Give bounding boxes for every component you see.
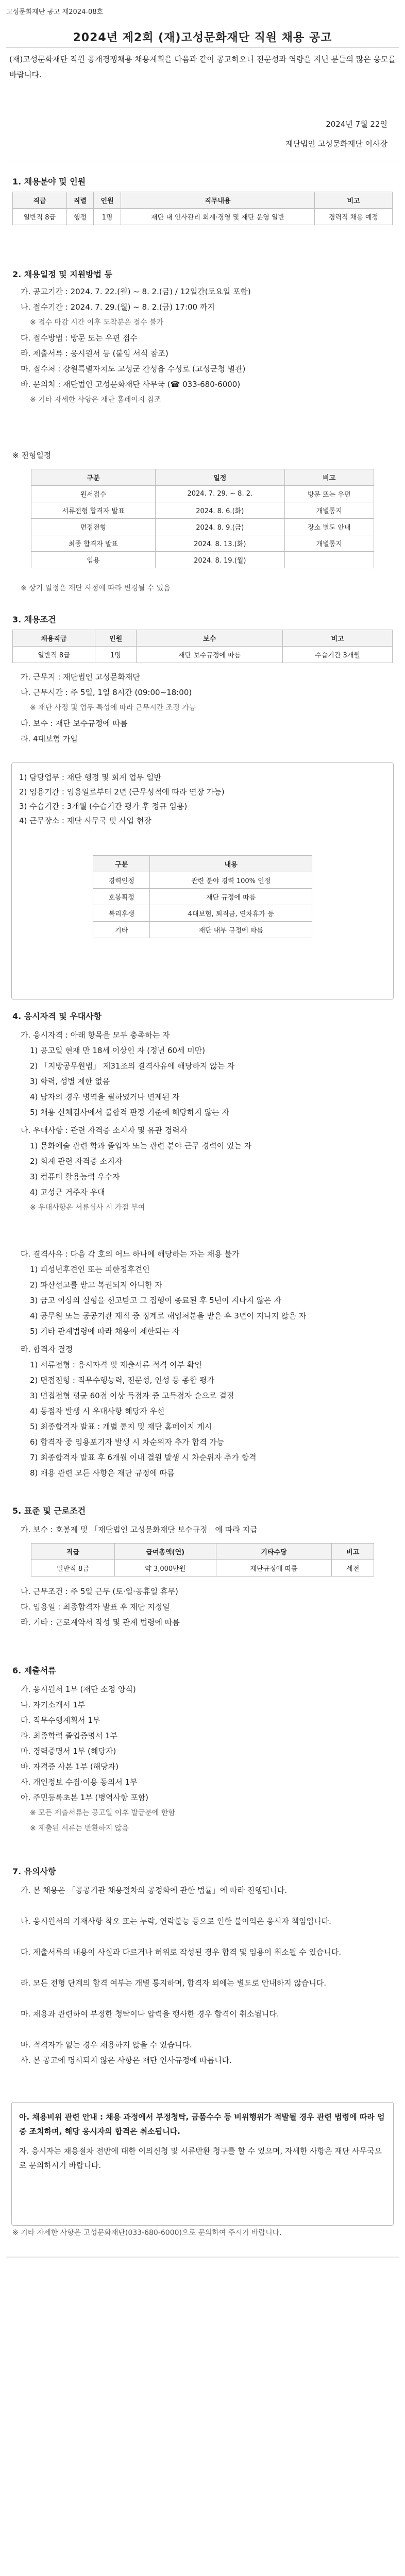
list-item: 1) 서류전형 : 응시자격 및 제출서류 적격 여부 확인 xyxy=(30,1360,202,1369)
list-item: 라. 제출서류 : 응시원서 등 (붙임 서식 참조) xyxy=(21,349,168,358)
table-header: 내용 xyxy=(150,856,312,872)
ethics-notice-box xyxy=(11,2102,394,2226)
section-heading: 1. 채용분야 및 인원 xyxy=(12,177,86,187)
list-item: 나. 접수기간 : 2024. 7. 29.(월) ~ 8. 2.(금) 17:00 까지 xyxy=(21,302,215,312)
list-item: 다. 임용일 : 최종합격자 발표 후 재단 지정일 xyxy=(21,1602,170,1612)
list-item: 1) 문화예술 관련 학과 졸업자 또는 관련 분야 근무 경력이 있는 자 xyxy=(30,1141,252,1150)
section-heading: 4. 응시자격 및 우대사항 xyxy=(12,1011,102,1021)
list-item: 2) 회계 관련 자격증 소지자 xyxy=(30,1157,123,1166)
divider xyxy=(6,47,399,48)
posting-date: 2024년 7월 22일 xyxy=(326,120,387,129)
list-item: 나. 근무조건 : 주 5일 근무 (토·일·공휴일 휴무) xyxy=(21,1587,178,1596)
list-item: 2) 파산선고를 받고 복권되지 아니한 자 xyxy=(30,1280,162,1290)
box-line: 3) 수습기간 : 3개월 (수습기간 평가 후 정규 임용) xyxy=(19,802,188,811)
table-header: 비고 xyxy=(284,469,374,486)
section-heading: 2. 채용일정 및 지원방법 등 xyxy=(12,269,113,279)
table-header: 직렬 xyxy=(66,192,94,209)
box-line: 2) 임용기간 : 임용일로부터 2년 (근무성적에 따라 연장 가능) xyxy=(19,787,225,796)
list-item: 6) 합격자 중 임용포기자 발생 시 차순위자 추가 합격 가능 xyxy=(30,1437,225,1447)
table-header: 보수 xyxy=(137,630,283,647)
list-item: 라. 4대보험 가입 xyxy=(21,734,78,743)
list-item: 마. 접수처 : 강원특별자치도 고성군 간성읍 수성로 (고성군청 별관) xyxy=(21,364,246,374)
note: ※ 접수 마감 시간 이후 도착분은 접수 불가 xyxy=(30,318,164,327)
list-item: 가. 근무지 : 재단법인 고성문화재단 xyxy=(21,672,140,682)
list-item: 다. 직무수행계획서 1부 xyxy=(21,1716,100,1725)
list-item: 3) 컴퓨터 활용능력 우수자 xyxy=(30,1172,120,1181)
list-item: 3) 면접전형 평균 60점 이상 득점자 중 고득점자 순으로 결정 xyxy=(30,1391,234,1400)
divider xyxy=(6,2257,399,2258)
list-item: 8) 채용 관련 모든 사항은 재단 규정에 따름 xyxy=(30,1468,175,1478)
list-item: 사. 본 공고에 명시되지 않은 사항은 재단 인사규정에 따릅니다. xyxy=(21,2056,232,2065)
organization-name: 재단법인 고성문화재단 이사장 xyxy=(285,139,387,148)
list-item: 2) 면접전형 : 직무수행능력, 전문성, 인성 등 종합 평가 xyxy=(30,1376,214,1385)
benefits-table xyxy=(93,855,312,938)
table-header: 구분 xyxy=(31,469,156,486)
list-item: 다. 결격사유 : 다음 각 호의 어느 하나에 해당하는 자는 채용 불가 xyxy=(21,1249,240,1259)
list-item: 사. 개인정보 수집·이용 동의서 1부 xyxy=(21,1777,138,1787)
list-item: 3) 금고 이상의 실형을 선고받고 그 집행이 종료된 후 5년이 지나지 않은 자 xyxy=(30,1296,281,1305)
list-item: 4) 남자의 경우 병역을 필하였거나 면제된 자 xyxy=(30,1092,180,1101)
list-item: 나. 응시원서의 기재사항 착오 또는 누락, 연락불능 등으로 인한 불이익은 응시자 책임입니다. xyxy=(21,1917,331,1926)
table-header: 직급 xyxy=(13,192,67,209)
table-header: 직급 xyxy=(31,1544,115,1560)
table-row: 일반직 8급 행정 1명 재단 내 인사관리 회계·경영 및 재단 운영 일반 경력직 채용 예정 xyxy=(13,209,393,225)
box-line: 아. 채용비위 관련 안내 : 채용 과정에서 부정청탁, 금품수수 등 비위행위가 적발될 경우 관련 법령에 따라 엄중 조치하며, 해당 응시자의 합격은 취소됩니다. xyxy=(19,2112,385,2136)
list-item: 마. 경력증명서 1부 (해당자) xyxy=(21,1747,116,1756)
list-item: 4) 고성군 거주자 우대 xyxy=(30,1188,105,1197)
list-item: 마. 채용과 관련하여 부정한 청탁이나 압력을 행사한 경우 합격이 취소됩니다. xyxy=(21,2009,279,2019)
note: ※ 상기 일정은 재단 사정에 따라 변경될 수 있음 xyxy=(21,584,171,592)
note: ※ 재단 사정 및 업무 특성에 따라 근무시간 조정 가능 xyxy=(30,704,196,712)
list-item: 가. 본 채용은 「공공기관 채용절차의 공정화에 관한 법률」에 따라 진행됩니다. xyxy=(21,1886,288,1895)
list-item: 나. 자기소개서 1부 xyxy=(21,1700,86,1709)
section-heading: 6. 제출서류 xyxy=(12,1666,56,1675)
note: ※ 모든 제출서류는 공고일 이후 발급분에 한함 xyxy=(30,1809,175,1817)
section-heading: 3. 채용조건 xyxy=(12,615,56,624)
schedule-label: ※ 전형일정 xyxy=(12,451,52,460)
positions-table xyxy=(12,192,393,225)
table-row: 복리후생 4대보험, 퇴직금, 연차휴가 등 xyxy=(93,905,312,922)
list-item: 다. 제출서류의 내용이 사실과 다르거나 허위로 작성된 경우 합격 및 임용이 취소될 수 있습니다. xyxy=(21,1947,342,1957)
table-row: 일반직 8급 약 3,000만원 재단규정에 따름 세전 xyxy=(31,1560,374,1577)
list-item: 7) 최종합격자 발표 후 6개월 이내 결원 발생 시 차순위자 추가 합격 xyxy=(30,1453,257,1462)
table-row: 서류전형 합격자 발표 2024. 8. 6.(화) 개별통지 xyxy=(31,502,374,519)
list-item: 아. 주민등록초본 1부 (병역사항 포함) xyxy=(21,1793,148,1802)
table-header: 비고 xyxy=(315,192,393,209)
list-item: 나. 근무시간 : 주 5일, 1일 8시간 (09:00~18:00) xyxy=(21,688,192,697)
table-header: 비고 xyxy=(283,630,393,647)
table-row: 원서접수 2024. 7. 29. ~ 8. 2. 방문 또는 우편 xyxy=(31,486,374,502)
list-item: 4) 공무원 또는 공공기관 재직 중 징계로 해임처분을 받은 후 3년이 지나지 않은 자 xyxy=(30,1311,307,1320)
table-header: 직무내용 xyxy=(121,192,314,209)
list-item: 바. 자격증 사본 1부 (해당자) xyxy=(21,1762,119,1771)
intro-text: (재)고성문화재단 직원 공개경쟁채용 채용계획을 다음과 같이 공고하오니 전문성과 역량을 지닌 분들의 많은 응모를 바랍니다. xyxy=(9,55,396,79)
box-line: 자. 응시자는 채용절차 전반에 대한 이의신청 및 서류반환 청구를 할 수 있으며, 자세한 사항은 재단 사무국으로 문의하시기 바랍니다. xyxy=(19,2146,382,2170)
list-item: 3) 학력, 성별 제한 없음 xyxy=(30,1077,110,1086)
list-item: 가. 공고기간 : 2024. 7. 22.(월) ~ 8. 2.(금) / 12일간(토요일 포함) xyxy=(21,287,251,296)
table-header: 급여총액(연) xyxy=(114,1544,216,1560)
table-header: 인원 xyxy=(94,192,121,209)
list-item: 가. 보수 : 호봉제 및 「재단법인 고성문화재단 보수규정」에 따라 지급 xyxy=(21,1525,258,1534)
table-header: 일정 xyxy=(155,469,284,486)
list-item: 라. 모든 전형 단계의 합격 여부는 개별 통지하며, 합격자 외에는 별도로 안내하지 않습니다. xyxy=(21,1978,327,1988)
list-item: 라. 합격자 결정 xyxy=(21,1345,73,1354)
list-item: 5) 채용 신체검사에서 불합격 판정 기준에 해당하지 않는 자 xyxy=(30,1108,229,1117)
table-row: 임용 2024. 8. 19.(월) xyxy=(31,552,374,568)
table-header: 채용직급 xyxy=(13,630,95,647)
list-item: 바. 문의처 : 재단법인 고성문화재단 사무국 (☎ 033-680-6000) xyxy=(21,380,241,389)
table-header: 비고 xyxy=(332,1544,374,1560)
section-heading: 7. 유의사항 xyxy=(12,1867,56,1876)
table-row: 호봉획정 재단 규정에 따름 xyxy=(93,889,312,905)
list-item: 1) 피성년후견인 또는 피한정후견인 xyxy=(30,1265,150,1274)
note: ※ 우대사항은 서류심사 시 가점 부여 xyxy=(30,1204,145,1212)
conditions-table xyxy=(12,630,393,663)
list-item: 가. 응시원서 1부 (재단 소정 양식) xyxy=(21,1685,136,1694)
list-item: 5) 기타 관계법령에 따라 채용이 제한되는 자 xyxy=(30,1327,180,1336)
list-item: 나. 우대사항 : 관련 자격증 소지자 및 유관 경력자 xyxy=(21,1126,188,1135)
table-row: 일반직 8급 1명 재단 보수규정에 따름 수습기간 3개월 xyxy=(13,647,393,663)
table-header: 기타수당 xyxy=(216,1544,332,1560)
list-item: 4) 동점자 발생 시 우대사항 해당자 우선 xyxy=(30,1406,165,1416)
list-item: 2) 「지방공무원법」 제31조의 결격사유에 해당하지 않는 자 xyxy=(30,1061,235,1071)
table-header: 구분 xyxy=(93,856,150,872)
box-line: 1) 담당업무 : 재단 행정 및 회계 업무 일반 xyxy=(19,773,161,782)
list-item: 가. 응시자격 : 아래 항목을 모두 충족하는 자 xyxy=(21,1030,170,1040)
list-item: 바. 적격자가 없는 경우 채용하지 않을 수 있습니다. xyxy=(21,2040,192,2049)
list-item: 1) 공고일 현재 만 18세 이상인 자 (정년 60세 미만) xyxy=(30,1046,206,1055)
doc-number: 고성문화재단 공고 제2024-08호 xyxy=(6,8,104,16)
list-item: 다. 접수방법 : 방문 또는 우편 접수 xyxy=(21,333,138,343)
list-item: 라. 기타 : 근로계약서 작성 및 관계 법령에 따름 xyxy=(21,1618,180,1627)
section-heading: 5. 표준 및 근로조건 xyxy=(12,1506,86,1516)
list-item: 5) 최종합격자 발표 : 개별 통지 및 재단 홈페이지 게시 xyxy=(30,1422,212,1431)
schedule-table xyxy=(31,469,374,568)
note: ※ 제출된 서류는 반환하지 않음 xyxy=(30,1824,129,1833)
table-header: 인원 xyxy=(95,630,137,647)
table-row: 기타 재단 내부 규정에 따름 xyxy=(93,922,312,938)
footer-note: ※ 기타 자세한 사항은 고성문화재단(033-680-6000)으로 문의하여 주시기 바랍니다. xyxy=(12,2229,282,2237)
table-row: 면접전형 2024. 8. 9.(금) 장소 별도 안내 xyxy=(31,519,374,535)
table-row: 최종 합격자 발표 2024. 8. 13.(화) 개별통지 xyxy=(31,535,374,552)
page-title: 2024년 제2회 (재)고성문화재단 직원 채용 공고 xyxy=(73,31,332,44)
list-item: 다. 보수 : 재단 보수규정에 따름 xyxy=(21,719,128,728)
note: ※ 기타 자세한 사항은 재단 홈페이지 참조 xyxy=(30,396,161,404)
box-line: 4) 근무장소 : 재단 사무국 및 사업 현장 xyxy=(19,816,151,825)
list-item: 라. 최종학력 졸업증명서 1부 xyxy=(21,1731,118,1740)
salary-table xyxy=(31,1543,374,1577)
table-row: 경력인정 관련 분야 경력 100% 인정 xyxy=(93,872,312,889)
